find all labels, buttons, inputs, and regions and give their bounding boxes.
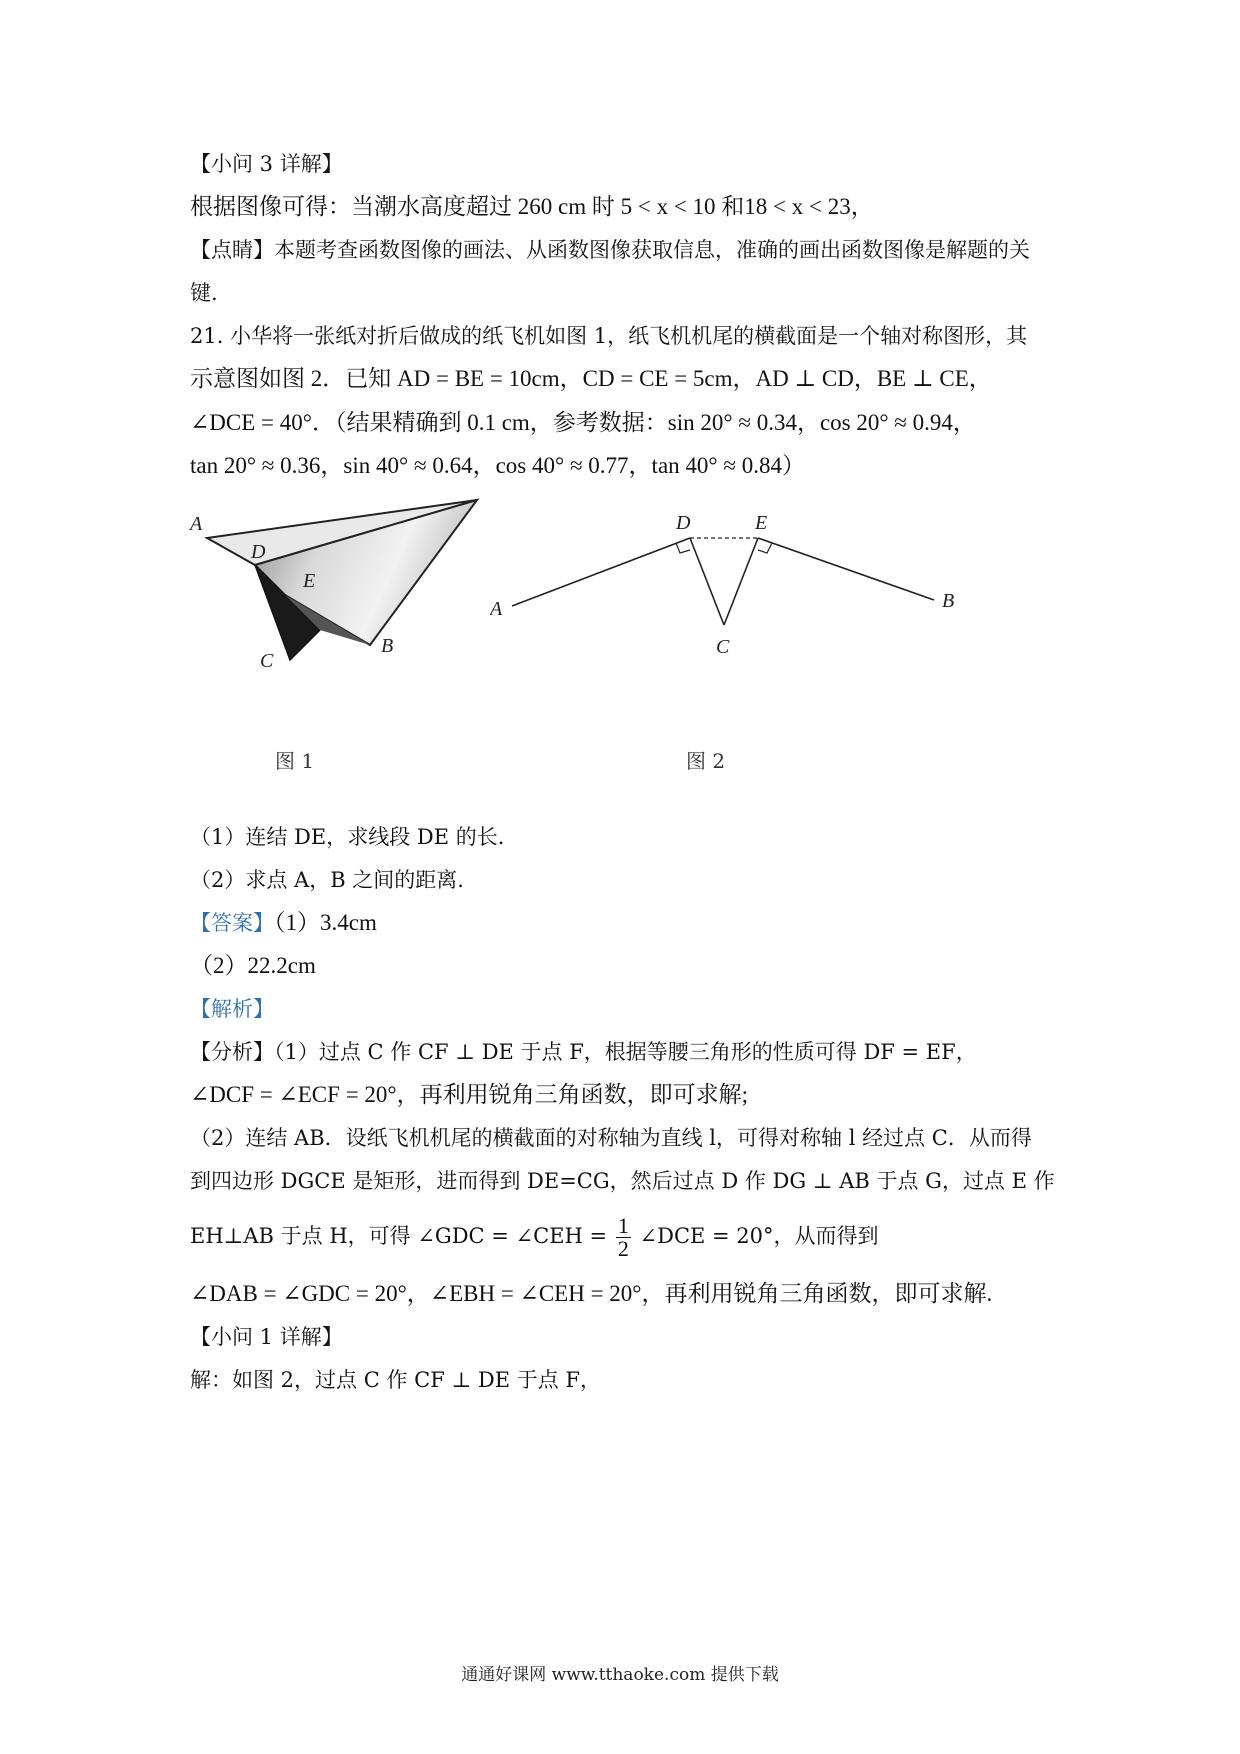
solution-line-1: 解：如图 2，过点 C 作 CF ⊥ DE 于点 F， — [190, 1368, 601, 1392]
analysis-line-3: （2）连结 AB．设纸飞机机尾的横截面的对称轴为直线 l，可得对称轴 l 经过点 C．从而得 — [190, 1126, 1032, 1150]
analysis-line-6: ∠DAB = ∠GDC = 20°，∠EBH = ∠CEH = 20°，再利用锐角三角函数，即可求解. — [190, 1281, 993, 1306]
analysis-line-4: 到四边形 DGCE 是矩形，进而得到 DE=CG，然后过点 D 作 DG ⊥ AB 于点 G，过点 E 作 — [190, 1169, 1055, 1193]
fig2-label-b: B — [942, 590, 955, 612]
problem-21-line-4: tan 20° ≈ 0.36，sin 40° ≈ 0.64，cos 40° ≈ 0.77，tan 40° ≈ 0.84） — [190, 453, 805, 478]
figure-1-paper-airplane — [185, 490, 505, 675]
section-heading-q1: 【小问 1 详解】 — [190, 1325, 343, 1349]
fig2-label-a: A — [490, 598, 503, 620]
answer-1: （1）3.4cm — [274, 910, 377, 935]
fig1-label-c: C — [260, 650, 274, 672]
section-heading-q3: 【小问 3 详解】 — [190, 152, 343, 176]
answer-tag: 【答案】 — [190, 911, 274, 935]
segment-ce — [724, 538, 758, 625]
question-2: （2）求点 A，B 之间的距离. — [190, 868, 464, 892]
comment-line-2: 键. — [190, 281, 218, 305]
fig1-label-b: B — [381, 635, 394, 657]
analysis-line-2: ∠DCF = ∠ECF = 20°，再利用锐角三角函数，即可求解; — [190, 1082, 748, 1107]
answer-line-1 — [190, 909, 377, 937]
analysis-line-5 — [190, 1215, 879, 1260]
problem-21-line-1: 21. 小华将一张纸对折后做成的纸飞机如图 1，纸飞机机尾的横截面是一个轴对称图形，其 — [190, 324, 1028, 348]
analysis-line-1: 【分析】（1）过点 C 作 CF ⊥ DE 于点 F，根据等腰三角形的性质可得 DF = EF， — [190, 1040, 977, 1064]
question-1: （1）连结 DE，求线段 DE 的长. — [190, 825, 505, 849]
comment-line-1: 【点睛】本题考查函数图像的画法、从函数图像获取信息，准确的画出函数图像是解题的关 — [190, 238, 1030, 262]
figure-1-caption: 图 1 — [275, 749, 315, 773]
fig1-label-d: D — [251, 541, 266, 563]
fig2-label-d: D — [676, 512, 691, 534]
fig2-label-e: E — [755, 512, 768, 534]
analysis-tag: 【解析】 — [190, 997, 274, 1021]
problem-21-line-2: 示意图如图 2．已知 AD = BE = 10cm，CD = CE = 5cm，AD ⊥ CD，BE ⊥ CE， — [190, 366, 992, 391]
fraction-denominator: 2 — [617, 1236, 629, 1261]
fig1-label-e: E — [303, 570, 316, 592]
figure-2-caption: 图 2 — [686, 749, 726, 773]
right-angle-mark-e — [758, 543, 772, 553]
segment-dc — [690, 538, 724, 625]
page-footer: 通通好课网 www.tthaoke.com 提供下载 — [461, 1665, 779, 1685]
fig2-label-c: C — [716, 636, 730, 658]
right-angle-mark-d — [676, 543, 690, 553]
analysis-line-5-part-a: EH⊥AB 于点 H，可得 ∠GDC = ∠CEH = — [190, 1224, 608, 1248]
fraction-numerator: 1 — [617, 1213, 629, 1238]
analysis-line-5-part-b: ∠DCE = 20°，从而得到 — [639, 1224, 879, 1248]
problem-21-line-3: ∠DCE = 40°．（结果精确到 0.1 cm，参考数据：sin 20° ≈ 0.34，cos 20° ≈ 0.94， — [190, 410, 976, 435]
segment-eb — [758, 538, 934, 600]
answer-2: （2）22.2cm — [190, 953, 316, 978]
fig1-label-a: A — [190, 513, 203, 535]
segment-ad — [512, 538, 690, 606]
figure-2-cross-section — [490, 505, 970, 665]
fraction-one-half — [616, 1215, 631, 1260]
q3-answer-text: 根据图像可得：当潮水高度超过 260 cm 时 5 < x < 10 和18 < x < 23， — [190, 194, 874, 219]
